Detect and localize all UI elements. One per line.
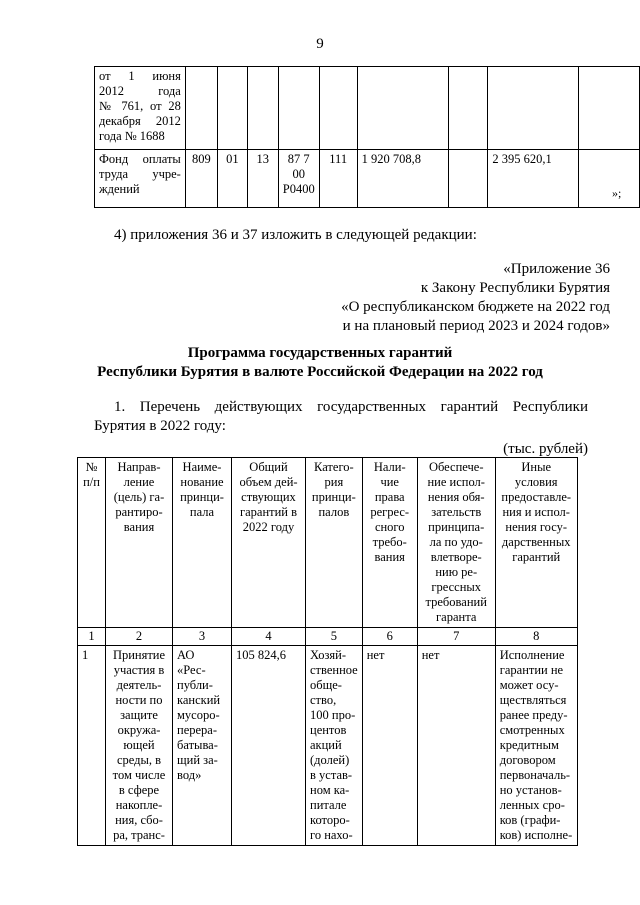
text-line: смотренных [499, 723, 565, 737]
text-line: защите [120, 708, 158, 722]
direction-cell [106, 646, 173, 846]
text-line: влетворе- [430, 550, 482, 564]
text-line: Нали- [373, 460, 406, 474]
text-line: № [85, 460, 98, 474]
volume-cell: 105 824,6 [232, 646, 306, 846]
security-cell: нет [417, 646, 495, 846]
text-line: договором [499, 753, 556, 767]
text-line: акций [310, 738, 342, 752]
text-line: ков (графи- [499, 813, 561, 827]
text-line: которо- [310, 813, 350, 827]
appendix-line: «Приложение 36 [503, 261, 610, 277]
table-row [95, 67, 640, 150]
text-line: (долей) [310, 753, 350, 767]
column-number: 8 [495, 628, 577, 646]
text-line: ственное [310, 663, 358, 677]
amount-cell: 2 395 620,1 [488, 150, 579, 208]
text-line: ности по [115, 693, 163, 707]
text-line: регрес- [370, 505, 410, 519]
target-code-cell [278, 150, 319, 208]
amount-cell: 1 920 708,8 [357, 150, 449, 208]
text-line: в устав- [310, 768, 353, 782]
text-line: Хозяй- [310, 648, 347, 662]
table-cell [579, 150, 640, 208]
text-line: канский [177, 693, 221, 707]
text-line: щий за- [177, 753, 218, 767]
table-cell [217, 67, 247, 150]
text-line: объем дей- [239, 475, 298, 489]
text-line: п/п [83, 475, 100, 489]
text-line: ющей [123, 738, 155, 752]
text-line: P0400 [282, 182, 315, 196]
text-line: ков) исполне- [499, 828, 573, 842]
table-row [78, 646, 578, 846]
row-name-cell [95, 150, 186, 208]
ministry-code-cell: 809 [185, 150, 217, 208]
budget-continuation-table [94, 66, 640, 208]
text-line: нения госу- [505, 520, 568, 534]
column-number-row [78, 628, 578, 646]
text-line: ния и испол- [502, 505, 570, 519]
text-line: участия в [113, 663, 165, 677]
closing-quote-mark: »; [612, 186, 622, 200]
text-line: пала [189, 505, 215, 519]
heading-line: Программа государственных гарантий [187, 345, 453, 361]
text-line: окружа- [117, 723, 161, 737]
table-cell [319, 67, 357, 150]
text-line: требований [425, 595, 487, 609]
text-line: перера- [177, 723, 217, 737]
section-code-cell: 01 [217, 150, 247, 208]
text-line: в сфере [118, 783, 160, 797]
table-cell [278, 67, 319, 150]
text-line: накопле- [115, 798, 163, 812]
text-line: том числе [112, 768, 166, 782]
column-number: 4 [232, 628, 306, 646]
text-line: «Рес- [177, 663, 206, 677]
text-line: 00 [292, 167, 305, 181]
header-cell [495, 458, 577, 628]
regress-cell: нет [362, 646, 417, 846]
header-cell [232, 458, 306, 628]
category-cell [306, 646, 363, 846]
table-row [95, 150, 640, 208]
text-line: права [374, 490, 405, 504]
appendix-line: и на плановый период 2023 и 2024 годов» [342, 318, 610, 334]
text-line: 87 7 [287, 152, 310, 166]
text-line: может осу- [499, 678, 559, 692]
text-line: среды, в [116, 753, 162, 767]
text-line: обще- [310, 678, 342, 692]
text-line: нения обя- [427, 490, 485, 504]
text-line: гарантии не [499, 663, 564, 677]
text-line: нование [180, 475, 224, 489]
row-number: 1 [78, 646, 106, 846]
text-line: сного [374, 520, 405, 534]
text-line: ла по удо- [429, 535, 483, 549]
header-cell [78, 458, 106, 628]
text-line: ние испол- [427, 475, 485, 489]
section-1-text: 1. Перечень действующих государственных гарантий Республики Бурятия в 2022 году: [94, 399, 588, 434]
table-cell [449, 150, 488, 208]
text-line: гарантий в [239, 505, 298, 519]
text-line: Катего- [314, 460, 354, 474]
text-line: ство, [310, 693, 337, 707]
text-line: Направ- [117, 460, 161, 474]
guarantees-table [77, 457, 578, 846]
page-number: 9 [316, 36, 324, 52]
text-line: от 1 июня [99, 69, 181, 83]
text-line: ление [123, 475, 155, 489]
text-line: декабря 2012 [99, 114, 181, 128]
table-cell [579, 67, 640, 150]
text-line: Исполнение [499, 648, 565, 662]
text-line: ствующих [241, 490, 296, 504]
appendix-header [210, 260, 610, 336]
text-line: 2012 года [99, 84, 181, 98]
column-number: 3 [173, 628, 232, 646]
text-line: Фонд оплаты [99, 152, 181, 166]
text-line: АО [177, 648, 195, 662]
other-conditions-cell [495, 646, 577, 846]
header-cell [417, 458, 495, 628]
text-line: кредитным [499, 738, 559, 752]
table-cell [185, 67, 217, 150]
table-cell [247, 67, 278, 150]
text-line: нию ре- [435, 565, 478, 579]
header-cell [106, 458, 173, 628]
text-line: вод» [177, 768, 202, 782]
header-cell [306, 458, 363, 628]
table-cell [357, 67, 449, 150]
text-line: труда учре- [99, 167, 181, 181]
text-line: ра, транс- [113, 828, 165, 842]
heading-line: Республики Бурятия в валюте Российской Федерации на 2022 год [97, 364, 543, 380]
text-line: ленных сро- [499, 798, 565, 812]
text-line: гаранта [436, 610, 477, 624]
appendix-line: «О республиканском бюджете на 2022 год [341, 299, 610, 315]
text-line: предоставле- [501, 490, 572, 504]
text-line: ранее преду- [499, 708, 568, 722]
text-line: рантиро- [115, 505, 163, 519]
text-line: деятель- [116, 678, 162, 692]
text-line: принци- [180, 490, 224, 504]
text-line: ном ка- [310, 783, 350, 797]
appendix-line: к Закону Республики Бурятия [420, 280, 610, 296]
text-line: центов [310, 723, 347, 737]
text-line: публи- [177, 678, 213, 692]
column-number: 2 [106, 628, 173, 646]
text-line: № 761, от 28 [99, 99, 181, 113]
text-line: вания [123, 520, 155, 534]
text-line: го нахо- [310, 828, 353, 842]
text-line: 2022 году [242, 520, 295, 534]
column-number: 5 [306, 628, 363, 646]
text-line: чие [380, 475, 399, 489]
amendment-item-4: 4) приложения 36 и 37 изложить в следующей редакции: [114, 227, 477, 243]
table-header-row [78, 458, 578, 628]
expense-type-cell: 111 [319, 150, 357, 208]
column-number: 7 [417, 628, 495, 646]
text-line: Иные условия [514, 460, 558, 489]
text-line: Наиме- [182, 460, 222, 474]
unit-label: (тыс. рублей) [503, 441, 588, 457]
text-line: дарственных [501, 535, 571, 549]
text-line: палов [318, 505, 350, 519]
program-heading [0, 344, 640, 382]
text-line: грессных [431, 580, 482, 594]
header-cell [173, 458, 232, 628]
text-line: но установ- [499, 783, 562, 797]
row-name-cell [95, 67, 186, 150]
column-number: 6 [362, 628, 417, 646]
text-line: гарантий [512, 550, 561, 564]
text-line: питале [310, 798, 347, 812]
text-line: рия [324, 475, 344, 489]
text-line: зательств [431, 505, 482, 519]
text-line: батыва- [177, 738, 218, 752]
text-line: ния, сбо- [115, 813, 163, 827]
text-line: ждений [99, 182, 140, 196]
text-line: 100 про- [310, 708, 356, 722]
subsection-code-cell: 13 [247, 150, 278, 208]
text-line: (цель) га- [113, 490, 165, 504]
text-line: Обеспече- [428, 460, 484, 474]
header-cell [362, 458, 417, 628]
text-line: принципа- [428, 520, 485, 534]
text-line: Принятие [112, 648, 166, 662]
text-line: Общий [249, 460, 288, 474]
text-line: принци- [311, 490, 356, 504]
column-number: 1 [78, 628, 106, 646]
text-line: ществляться [499, 693, 567, 707]
principal-cell [173, 646, 232, 846]
text-line: вания [374, 550, 405, 564]
text-line: мусоро- [177, 708, 220, 722]
text-line: года № 1688 [99, 129, 165, 143]
text-line: требо- [372, 535, 407, 549]
table-cell [488, 67, 579, 150]
text-line: первоначаль- [499, 768, 571, 782]
table-cell [449, 67, 488, 150]
